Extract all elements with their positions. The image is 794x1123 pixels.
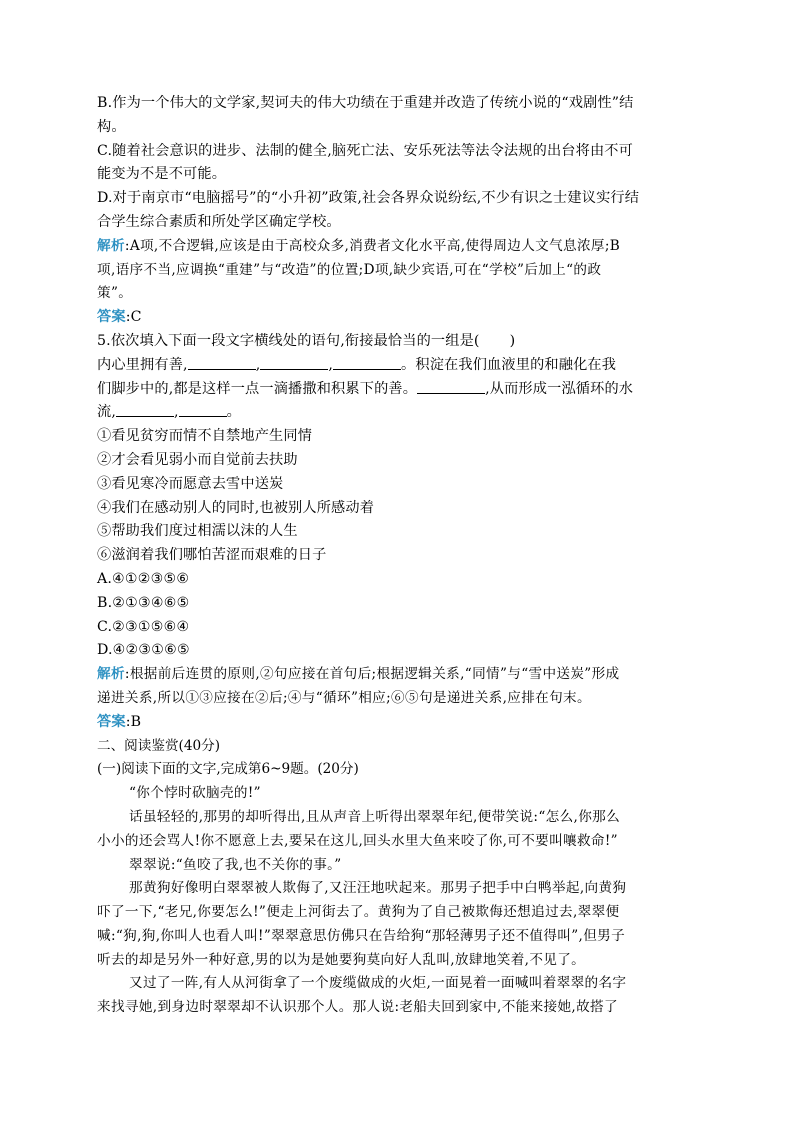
analysis-4-line-3: 策”。 bbox=[97, 285, 133, 302]
text-segment: 流, bbox=[97, 404, 116, 421]
analysis-5-text-1: :根据前后连贯的原则,②句应接在首句后;根据逻辑关系,“同情”与“雪中送炭”形成 bbox=[124, 666, 620, 683]
option-b-line-1: B.作为一个伟大的文学家,契诃夫的伟大功绩在于重建并改造了传统小说的“戏剧性”结 bbox=[97, 95, 634, 111]
sentence-item-1: ①看见贫穷而情不自禁地产生同情 bbox=[97, 428, 313, 445]
passage-p4-line-4: 听去的却是另外一种好意,男的以为是她要狗莫向好人乱叫,放肆地笑着,不见了。 bbox=[97, 951, 586, 968]
text-segment: 。积淀在我们血液里的和融化在我 bbox=[401, 356, 617, 373]
answer-4 bbox=[97, 306, 701, 330]
analysis-5-line-1 bbox=[97, 663, 701, 687]
section-2-subtitle: (一)阅读下面的文字,完成第6~9题。(20分) bbox=[97, 761, 359, 778]
question-5-stem-text: 5.依次填入下面一段文字横线处的语句,衔接最恰当的一组是( bbox=[97, 332, 480, 349]
passage-p2-line-2: 小小的还会骂人!你不愿意上去,要呆在这儿,回头水里大鱼来咬了你,可不要叫嚷救命!” bbox=[97, 832, 618, 849]
text-segment: , bbox=[255, 356, 261, 373]
fill-blank-3 bbox=[333, 354, 401, 370]
sentence-item-5: ⑤帮助我们度过相濡以沫的人生 bbox=[97, 523, 298, 540]
passage-p4-line-3: 喊:“狗,狗,你叫人也看人叫!”翠翠意思仿佛只在告给狗“那轻薄男子还不值得叫”,但男子 bbox=[97, 927, 626, 944]
answer-5 bbox=[97, 711, 701, 735]
passage-p5-line-2: 来找寻她,到身边时翠翠却不认识那个人。那人说:老船夫回到家中,不能来接她,故搭了 bbox=[97, 999, 618, 1016]
option-c-line-1: C.随着社会意识的进步、法制的健全,脑死亡法、安乐死法等法令法规的出台将由不可 bbox=[97, 142, 633, 159]
text-segment: 们脚步中的,都是这样一点一滴播撒和积累下的善。 bbox=[97, 380, 418, 397]
fill-blank-4 bbox=[417, 378, 485, 394]
answer-label: 答案 bbox=[97, 713, 126, 730]
sentence-item-2: ②才会看见弱小而自觉前去扶助 bbox=[97, 451, 298, 468]
passage-p4-line-2: 吓了一下,“老兄,你要怎么!”便走上河街去了。黄狗为了自己被欺侮还想追过去,翠翠便 bbox=[97, 904, 620, 921]
choice-b: B.②①③④⑥⑤ bbox=[97, 594, 190, 611]
analysis-4-text-1: :A项,不合逻辑,应该是由于高校众多,消费者文化水平高,使得周边人文气息浓厚;B bbox=[124, 237, 621, 254]
question-5-stem-end: ) bbox=[509, 332, 516, 349]
passage-p2-line-1: 话虽轻轻的,那男的却听得出,且从声音上听得出翠翠年纪,便带笑说:“怎么,你那么 bbox=[129, 808, 621, 825]
option-c-line-2: 能变为不是不可能。 bbox=[97, 166, 227, 183]
question-5-text-line-2 bbox=[97, 378, 701, 402]
question-5-text-line-1 bbox=[97, 354, 701, 378]
passage-p4-line-1: 那黄狗好像明白翠翠被人欺侮了,又汪汪地吠起来。那男子把手中白鸭举起,向黄狗 bbox=[129, 880, 627, 897]
text-segment: , bbox=[328, 356, 334, 373]
analysis-5-line-2: 递进关系,所以①③应接在②后;④与“循环”相应;⑥⑤句是递进关系,应排在句末。 bbox=[97, 689, 591, 706]
sentence-item-4: ④我们在感动别人的同时,也被别人所感动着 bbox=[97, 499, 375, 516]
document-page bbox=[97, 92, 701, 1020]
fill-blank-2 bbox=[260, 354, 328, 370]
answer-4-value: :C bbox=[125, 309, 142, 326]
sentence-item-6: ⑥滋润着我们哪怕苦涩而艰难的日子 bbox=[97, 547, 327, 564]
choice-d: D.④②③①⑥⑤ bbox=[97, 642, 190, 659]
text-segment: 内心里拥有善, bbox=[97, 356, 188, 373]
text-segment: ,从而形成一泓循环的水 bbox=[485, 380, 634, 397]
option-b-line-2: 构。 bbox=[97, 118, 126, 135]
answer-5-value: :B bbox=[125, 713, 142, 730]
passage-p3: 翠翠说:“鱼咬了我,也不关你的事。” bbox=[129, 856, 342, 873]
fill-blank-5 bbox=[116, 401, 174, 417]
text-segment: , bbox=[174, 404, 179, 421]
question-5-stem bbox=[97, 330, 701, 354]
option-d-line-2: 合学生综合素质和所处学区确定学校。 bbox=[97, 213, 341, 230]
section-2-title: 二、阅读鉴赏(40分) bbox=[97, 737, 221, 754]
option-d-line-1: D.对于南京市“电脑摇号”的“小升初”政策,社会各界众说纷纭,不少有识之士建议实行结 bbox=[97, 190, 640, 207]
choice-c: C.②③①⑤⑥④ bbox=[97, 618, 190, 635]
question-5-text-line-3 bbox=[97, 401, 701, 425]
fill-blank-1 bbox=[188, 354, 256, 370]
analysis-4-line-1 bbox=[97, 235, 701, 259]
passage-p1: “你个悖时砍脑壳的!” bbox=[129, 785, 261, 802]
analysis-label: 解析 bbox=[97, 237, 125, 254]
answer-label: 答案 bbox=[97, 309, 126, 326]
sentence-item-3: ③看见寒冷而愿意去雪中送炭 bbox=[97, 475, 284, 492]
passage-p5-line-1: 又过了一阵,有人从河街拿了一个废缆做成的火炬,一面晃着一面喊叫着翠翠的名字 bbox=[129, 975, 627, 992]
analysis-label: 解析 bbox=[97, 666, 125, 683]
text-segment: 。 bbox=[226, 404, 242, 421]
choice-a: A.④①②③⑤⑥ bbox=[97, 570, 190, 587]
analysis-4-line-2: 项,语序不当,应调换“重建”与“改造”的位置;D项,缺少宾语,可在“学校”后加上“的政 bbox=[97, 261, 602, 278]
fill-blank-6 bbox=[179, 401, 227, 417]
